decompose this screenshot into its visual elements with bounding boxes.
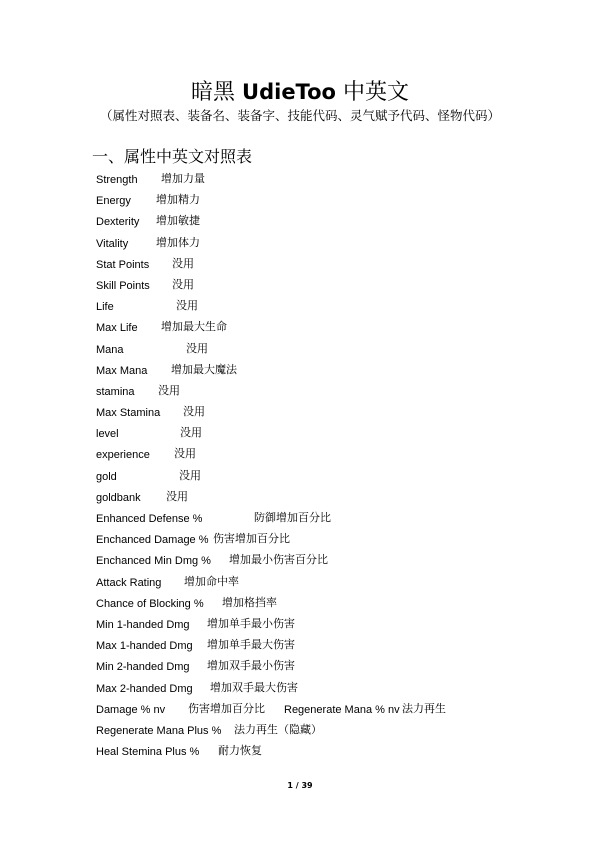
attribute-english: Life: [96, 301, 114, 314]
document-title: [0, 78, 600, 107]
attribute-chinese: 法力再生（隐藏）: [234, 722, 322, 736]
attribute-chinese: 增加体力: [156, 235, 200, 249]
attribute-english-secondary: Regenerate Mana % nv: [284, 703, 400, 716]
attribute-english: Strength: [96, 174, 138, 186]
attribute-english: Max 2-handed Dmg: [96, 682, 193, 695]
page-number: 1 / 39: [287, 781, 313, 790]
attribute-chinese: 增加格挡率: [222, 595, 277, 609]
attribute-chinese: 伤害增加百分比: [188, 701, 265, 715]
attribute-chinese: 增加单手最小伤害: [207, 616, 295, 630]
attribute-english: Chance of Blocking %: [96, 597, 204, 610]
attribute-chinese: 增加敏捷: [156, 214, 200, 228]
attribute-english: Min 2-handed Dmg: [96, 661, 190, 674]
attribute-chinese: 没用: [158, 383, 180, 397]
title-suffix: 中英文: [342, 80, 409, 105]
attribute-english: Dexterity: [96, 216, 140, 229]
attribute-english: experience: [96, 449, 150, 462]
attribute-english: stamina: [96, 385, 135, 398]
attribute-chinese: 增加单手最大伤害: [207, 638, 295, 652]
attribute-chinese: 没用: [186, 341, 208, 355]
attribute-english: Max 1-handed Dmg: [96, 640, 193, 653]
attribute-chinese: 增加命中率: [184, 574, 239, 588]
attribute-english: Mana: [96, 343, 124, 356]
attribute-english: Skill Points: [96, 279, 150, 292]
attribute-english: Max Stamina: [96, 407, 161, 420]
attribute-chinese: 没用: [183, 405, 205, 419]
attribute-english: Max Mana: [96, 364, 148, 377]
attribute-english: Energy: [96, 195, 131, 208]
attribute-chinese: 增加最大魔法: [171, 362, 237, 376]
attribute-english: level: [96, 428, 119, 441]
section-heading: 一、属性中英文对照表: [92, 147, 253, 166]
attribute-english: Enchanced Min Dmg %: [96, 555, 211, 568]
attribute-chinese: 增加双手最小伤害: [207, 659, 295, 673]
attribute-english: Enhanced Defense %: [96, 513, 203, 525]
title-prefix: 暗黑: [191, 80, 236, 105]
attribute-chinese: 没用: [172, 256, 194, 270]
attribute-english: goldbank: [96, 491, 141, 504]
attribute-chinese: 伤害增加百分比: [213, 532, 290, 546]
attribute-chinese: 耐力恢复: [218, 744, 262, 758]
attribute-chinese: 没用: [179, 468, 201, 482]
document-subtitle: （属性对照表、装备名、装备字、技能代码、灵气赋予代码、怪物代码）: [99, 108, 500, 123]
attribute-chinese: 防御增加百分比: [254, 511, 331, 524]
attribute-english: Min 1-handed Dmg: [96, 618, 190, 631]
attribute-chinese: 没用: [176, 299, 198, 313]
attribute-chinese: 增加双手最大伤害: [210, 680, 298, 694]
title-english: UdieToo: [242, 80, 336, 104]
attribute-english: Attack Rating: [96, 576, 162, 589]
attribute-english: Regenerate Mana Plus %: [96, 724, 222, 737]
attribute-chinese: 没用: [172, 277, 194, 291]
attribute-english: Enchanced Damage %: [96, 534, 209, 547]
attribute-chinese: 增加最小伤害百分比: [229, 553, 328, 567]
attribute-english: Stat Points: [96, 258, 150, 271]
attribute-chinese: 增加精力: [156, 193, 200, 207]
attribute-chinese: 没用: [174, 447, 196, 461]
attribute-chinese: 增加最大生命: [161, 320, 227, 334]
attribute-chinese: 没用: [180, 426, 202, 440]
attribute-english: Heal Stemina Plus %: [96, 746, 200, 759]
attribute-english: Max Life: [96, 322, 138, 335]
attribute-english: gold: [96, 470, 117, 483]
attribute-chinese: 没用: [166, 489, 188, 503]
attribute-chinese-secondary: 法力再生: [402, 701, 446, 715]
attribute-english: Vitality: [96, 237, 129, 250]
attribute-chinese: 增加力量: [161, 172, 205, 185]
attribute-english: Damage % nv: [96, 703, 166, 716]
